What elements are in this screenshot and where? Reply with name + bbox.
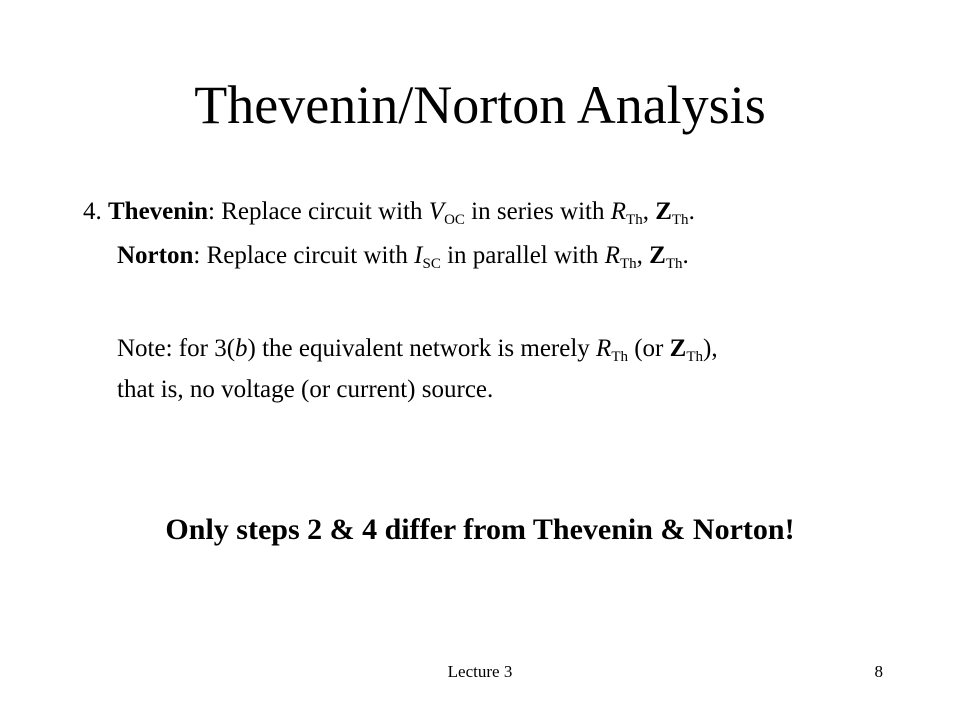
note-prefix: Note: for 3( [117, 335, 236, 362]
zth-subscript: Th [671, 212, 689, 228]
rth-symbol: R [596, 335, 612, 362]
page-number: 8 [874, 662, 883, 681]
separator: , [642, 198, 656, 225]
rth-subscript: Th [611, 349, 628, 365]
rth-symbol: R [610, 198, 627, 225]
isc-subscript: SC [422, 256, 441, 272]
rth-subscript: Th [619, 256, 637, 272]
case-variable: b [235, 335, 248, 362]
norton-text: : Replace circuit with [193, 242, 415, 269]
voc-symbol: V [428, 198, 445, 225]
step4-thevenin-line [83, 196, 695, 228]
rth-subscript: Th [626, 212, 643, 228]
series-text: in series with [464, 198, 611, 225]
rth-symbol: R [604, 242, 620, 269]
zth-symbol: Z [669, 335, 687, 362]
thevenin-term: Thevenin [108, 198, 209, 225]
thevenin-text: : Replace circuit with [208, 198, 429, 225]
emphasis-statement: Only steps 2 & 4 differ from Thevenin & Norton! [165, 513, 795, 546]
zth-subscript: Th [665, 256, 683, 272]
zth-subscript: Th [686, 349, 703, 365]
step-number: 4. [83, 198, 108, 225]
parallel-text: in parallel with [440, 242, 605, 269]
zth-symbol: Z [655, 198, 672, 225]
line-end: . [682, 242, 689, 269]
voc-subscript: OC [444, 212, 465, 228]
zth-symbol: Z [649, 242, 666, 269]
note-middle: ) the equivalent network is merely [247, 335, 597, 362]
separator: , [636, 242, 650, 269]
footer-label: Lecture 3 [447, 662, 513, 681]
slide-title: Thevenin/Norton Analysis [194, 75, 766, 135]
note-line-1 [117, 333, 718, 365]
paren-open: (or [627, 335, 670, 362]
paren-close: ), [703, 335, 718, 362]
step4-norton-line [117, 240, 689, 272]
norton-term: Norton [117, 242, 194, 269]
line-end: . [688, 198, 695, 225]
note-line-2: that is, no voltage (or current) source. [117, 376, 494, 403]
isc-symbol: I [414, 242, 423, 269]
